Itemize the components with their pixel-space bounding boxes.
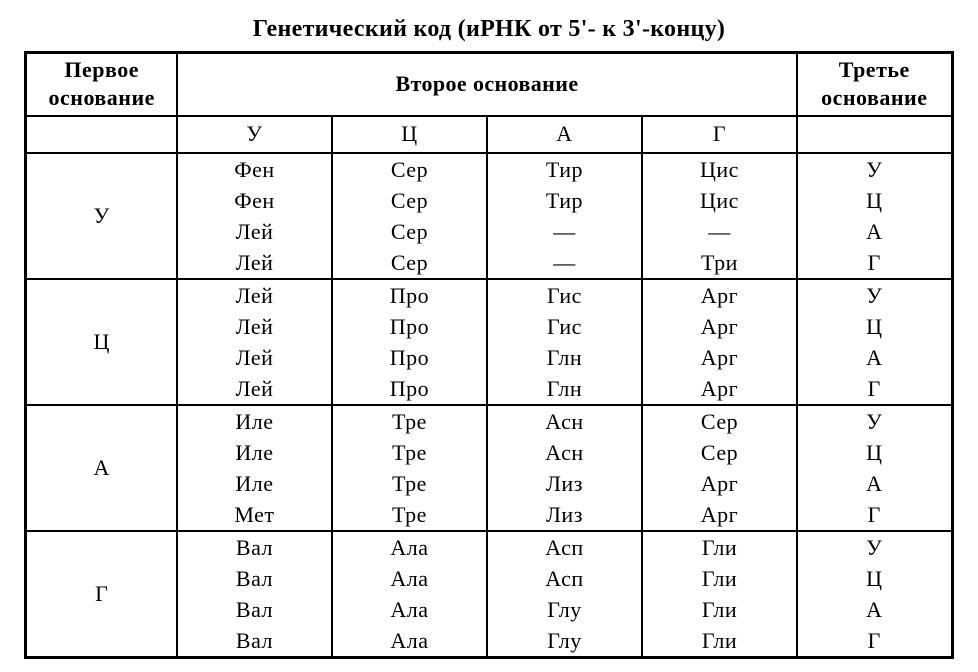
amino-acid-cell: Сер (332, 153, 487, 185)
amino-acid-cell: Асп (487, 531, 642, 563)
third-base-cell: А (797, 342, 952, 373)
amino-acid-cell: Лей (177, 279, 332, 311)
amino-acid-cell: Асн (487, 405, 642, 437)
header-third-base: Третье основание (797, 52, 952, 116)
amino-acid-cell: Гис (487, 311, 642, 342)
amino-acid-cell: Арг (642, 342, 797, 373)
genetic-code-table (24, 51, 953, 659)
amino-acid-cell: Про (332, 311, 487, 342)
amino-acid-cell: Гис (487, 279, 642, 311)
amino-acid-cell: Тре (332, 468, 487, 499)
third-base-cell: У (797, 405, 952, 437)
codon-row (26, 153, 952, 185)
subheader-base-c: Ц (332, 116, 487, 153)
subheader-base-a: А (487, 116, 642, 153)
amino-acid-cell: Сер (642, 405, 797, 437)
amino-acid-cell: Арг (642, 373, 797, 405)
amino-acid-cell: Лиз (487, 499, 642, 531)
amino-acid-cell: Асп (487, 563, 642, 594)
third-base-cell: Ц (797, 563, 952, 594)
amino-acid-cell: Вал (177, 531, 332, 563)
amino-acid-cell: Тре (332, 405, 487, 437)
amino-acid-cell: Гли (642, 531, 797, 563)
amino-acid-cell: Глу (487, 594, 642, 625)
amino-acid-cell: Лей (177, 311, 332, 342)
amino-acid-cell: Про (332, 373, 487, 405)
third-base-cell: Ц (797, 437, 952, 468)
third-base-cell: Ц (797, 185, 952, 216)
amino-acid-cell: Цис (642, 153, 797, 185)
amino-acid-cell: Сер (332, 216, 487, 247)
amino-acid-cell: Глн (487, 342, 642, 373)
amino-acid-cell: Ала (332, 563, 487, 594)
third-base-cell: А (797, 216, 952, 247)
amino-acid-cell: Глу (487, 625, 642, 658)
amino-acid-cell: Фен (177, 185, 332, 216)
amino-acid-cell: Вал (177, 625, 332, 658)
subheader-base-g: Г (642, 116, 797, 153)
first-base-cell: У (26, 153, 177, 279)
amino-acid-cell: — (487, 216, 642, 247)
amino-acid-cell: Лей (177, 247, 332, 279)
amino-acid-cell: Лей (177, 373, 332, 405)
subheader-row (26, 116, 952, 153)
third-base-cell: Г (797, 499, 952, 531)
amino-acid-cell: Тре (332, 437, 487, 468)
amino-acid-cell: Гли (642, 594, 797, 625)
amino-acid-cell: Мет (177, 499, 332, 531)
amino-acid-cell: Глн (487, 373, 642, 405)
third-base-cell: Г (797, 247, 952, 279)
amino-acid-cell: Ала (332, 531, 487, 563)
amino-acid-cell: Тир (487, 185, 642, 216)
subheader-empty-third (797, 116, 952, 153)
amino-acid-cell: Арг (642, 311, 797, 342)
amino-acid-cell: Сер (642, 437, 797, 468)
amino-acid-cell: Ала (332, 594, 487, 625)
third-base-cell: У (797, 153, 952, 185)
header-row (26, 52, 952, 116)
amino-acid-cell: Про (332, 342, 487, 373)
amino-acid-cell: Про (332, 279, 487, 311)
subheader-base-u: У (177, 116, 332, 153)
header-second-base: Второе основание (177, 52, 797, 116)
first-base-cell: А (26, 405, 177, 531)
codon-row (26, 531, 952, 563)
amino-acid-cell: Вал (177, 563, 332, 594)
amino-acid-cell: Арг (642, 499, 797, 531)
table-body (26, 153, 952, 658)
amino-acid-cell: — (642, 216, 797, 247)
amino-acid-cell: Иле (177, 437, 332, 468)
amino-acid-cell: Цис (642, 185, 797, 216)
amino-acid-cell: Сер (332, 185, 487, 216)
amino-acid-cell: — (487, 247, 642, 279)
third-base-cell: Г (797, 625, 952, 658)
amino-acid-cell: Три (642, 247, 797, 279)
header-first-base: Первое основание (26, 52, 177, 116)
third-base-cell: У (797, 531, 952, 563)
amino-acid-cell: Гли (642, 625, 797, 658)
codon-row (26, 405, 952, 437)
third-base-cell: А (797, 594, 952, 625)
amino-acid-cell: Иле (177, 468, 332, 499)
amino-acid-cell: Лей (177, 342, 332, 373)
amino-acid-cell: Арг (642, 468, 797, 499)
amino-acid-cell: Ала (332, 625, 487, 658)
codon-row (26, 279, 952, 311)
amino-acid-cell: Лиз (487, 468, 642, 499)
amino-acid-cell: Гли (642, 563, 797, 594)
amino-acid-cell: Фен (177, 153, 332, 185)
amino-acid-cell: Асн (487, 437, 642, 468)
amino-acid-cell: Сер (332, 247, 487, 279)
amino-acid-cell: Арг (642, 279, 797, 311)
third-base-cell: Ц (797, 311, 952, 342)
first-base-cell: Ц (26, 279, 177, 405)
third-base-cell: Г (797, 373, 952, 405)
amino-acid-cell: Лей (177, 216, 332, 247)
third-base-cell: У (797, 279, 952, 311)
table-title: Генетический код (иРНК от 5'- к 3'-концу) (252, 16, 726, 42)
third-base-cell: А (797, 468, 952, 499)
amino-acid-cell: Иле (177, 405, 332, 437)
subheader-empty-first (26, 116, 177, 153)
amino-acid-cell: Тир (487, 153, 642, 185)
amino-acid-cell: Тре (332, 499, 487, 531)
first-base-cell: Г (26, 531, 177, 658)
amino-acid-cell: Вал (177, 594, 332, 625)
